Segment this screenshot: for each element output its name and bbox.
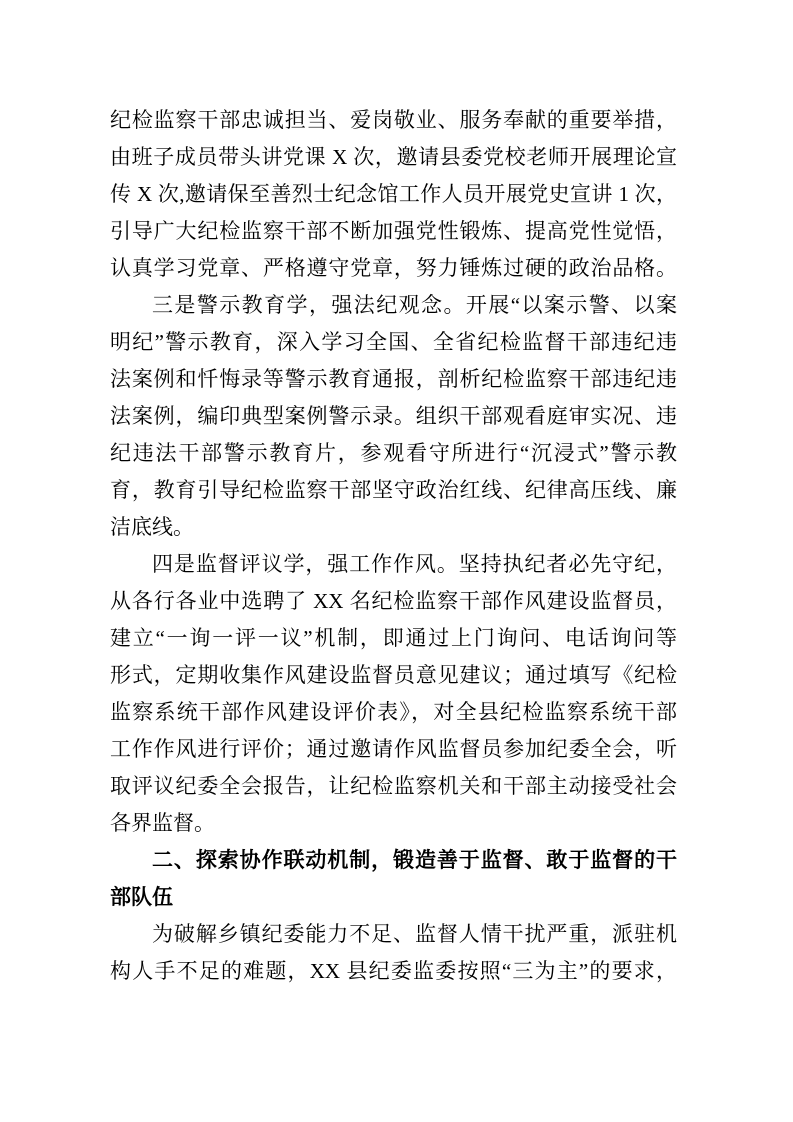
text-line: 传 X 次,邀请保至善烈士纪念馆工作人员开展党史宣讲 1 次，: [110, 182, 677, 206]
text-line: 纪检监察干部忠诚担当、爱岗敬业、服务奉献的重要举措，: [110, 108, 677, 132]
text-line: 工作作风进行评价；通过邀请作风监督员参加纪委全会，听: [110, 737, 677, 761]
page-content: [110, 102, 677, 990]
paragraph-continued-party-study: [110, 102, 677, 287]
section-heading-two: [110, 842, 677, 916]
text-line: 从各行各业中选聘了 XX 名纪检监察干部作风建设监督员，: [110, 589, 677, 613]
text-line: 取评议纪委全会报告，让纪检监察机关和干部主动接受社会: [110, 774, 677, 798]
text-line: 形式，定期收集作风建设监督员意见建议；通过填写《纪检: [110, 663, 677, 687]
text-line: 四是监督评议学，强工作作风。坚持执纪者必先守纪，: [152, 552, 677, 576]
text-line: 三是警示教育学，强法纪观念。开展“以案示警、以案: [152, 293, 677, 317]
text-line: 纪违法干部警示教育片，参观看守所进行“沉浸式”警示教: [110, 441, 677, 465]
paragraph-supervision-review: [110, 546, 677, 842]
text-line: 法案例，编印典型案例警示录。组织干部观看庭审实况、违: [110, 404, 677, 428]
text-line: 为破解乡镇纪委能力不足、监督人情干扰严重，派驻机: [152, 922, 677, 946]
text-line: 各界监督。: [110, 811, 215, 835]
text-line: 引导广大纪检监察干部不断加强党性锻炼、提高党性觉悟，: [110, 219, 677, 243]
text-line: 法案例和忏悔录等警示教育通报，剖析纪检监察干部违纪违: [110, 367, 677, 391]
paragraph-warning-education: [110, 287, 677, 546]
heading-line: 二、探索协作联动机制，锻造善于监督、敢于监督的干: [152, 849, 677, 872]
text-line: 明纪”警示教育，深入学习全国、全省纪检监督干部违纪违: [110, 330, 677, 354]
text-line: 洁底线。: [110, 515, 194, 539]
text-line: 建立“一询一评一议”机制，即通过上门询问、电话询问等: [110, 626, 677, 650]
text-line: 育，教育引导纪检监察干部坚守政治红线、纪律高压线、廉: [110, 478, 677, 502]
heading-line: 部队伍: [110, 886, 173, 909]
text-line: 构人手不足的难题，XX 县纪委监委按照“三为主”的要求，: [110, 959, 677, 983]
text-line: 认真学习党章、严格遵守党章，努力锤炼过硬的政治品格。: [110, 256, 677, 280]
text-line: 由班子成员带头讲党课 X 次，邀请县委党校老师开展理论宣: [110, 145, 677, 169]
paragraph-coordination-mechanism: [110, 916, 677, 990]
text-line: 监察系统干部作风建设评价表》，对全县纪检监察系统干部: [110, 700, 677, 724]
